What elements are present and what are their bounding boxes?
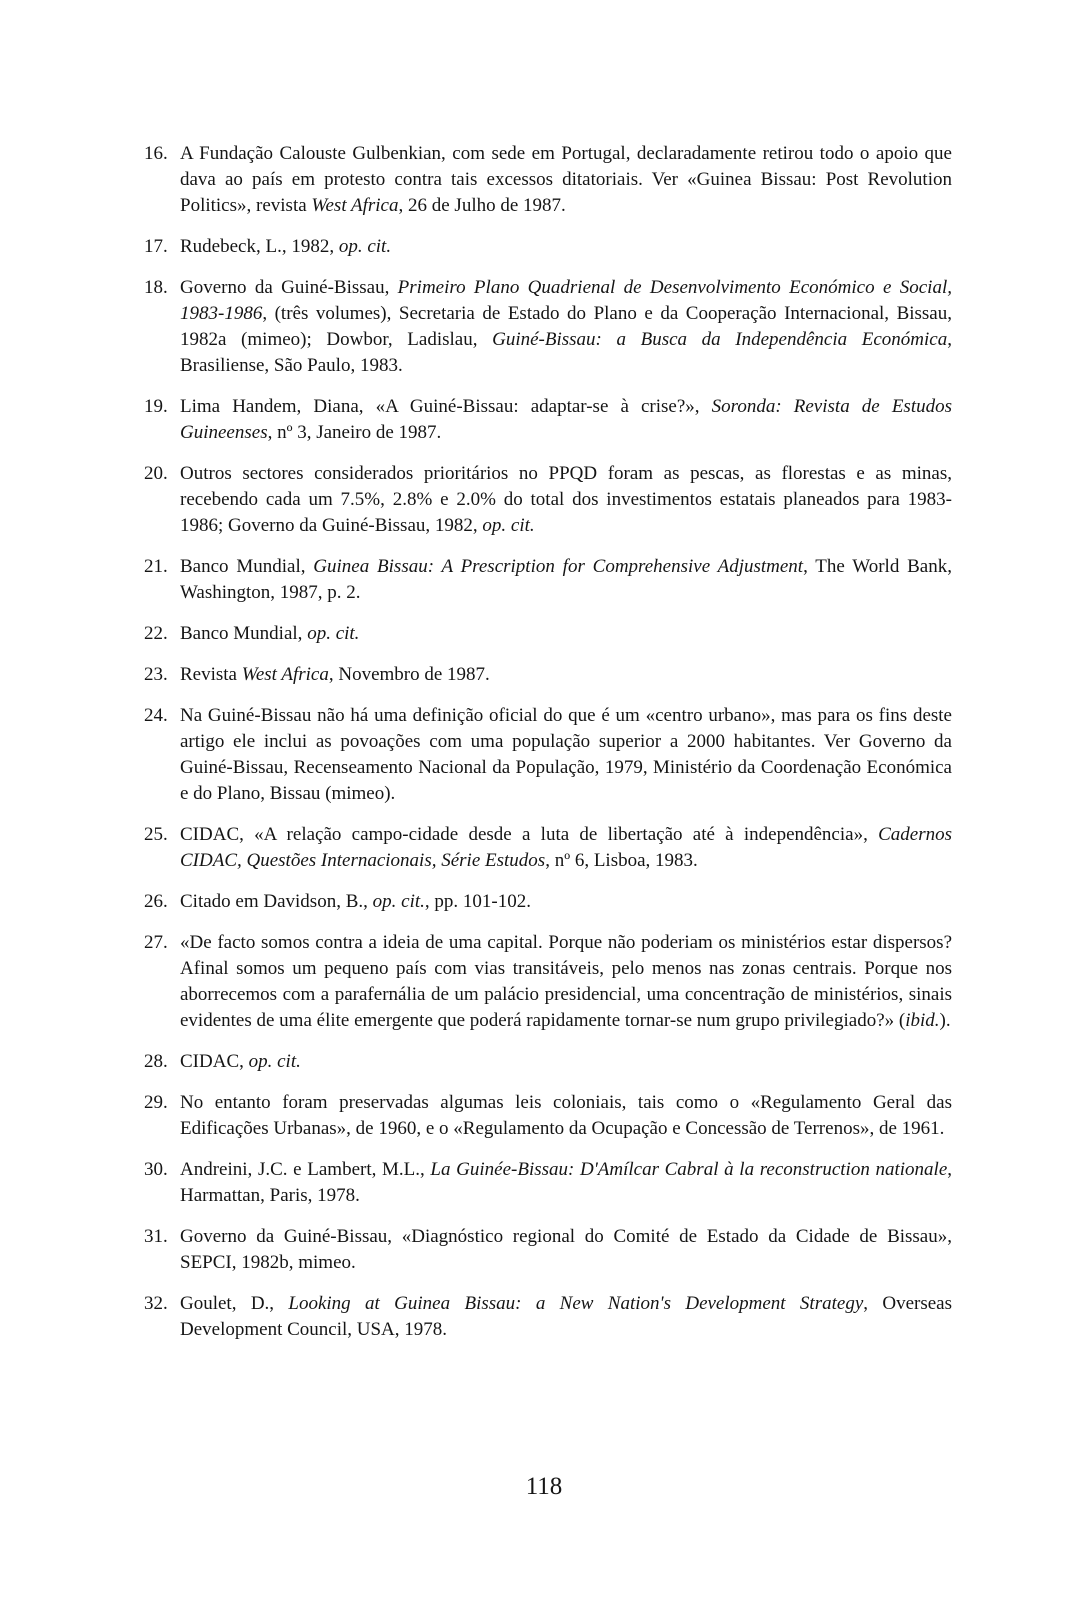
- italic-title: Soronda: Revista de Estudos Guineenses: [180, 396, 952, 443]
- endnote: [144, 703, 952, 807]
- text-run: Revista: [180, 664, 242, 685]
- text-run: No entanto foram preservadas algumas leis coloniais, tais como o «Regulamento Geral das Edificações Urbanas», de 1960, e o «Regulamento da Ocupação e Concessão de Terrenos», de 1961.: [180, 1092, 952, 1139]
- endnote-text: [180, 705, 952, 804]
- page-number: 118: [525, 1473, 563, 1500]
- endnote-number: 26.: [144, 891, 168, 912]
- italic-title: Looking at Guinea Bissau: a New Nation's Development Strategy: [288, 1293, 864, 1314]
- endnote: [144, 621, 952, 647]
- italic-title: op. cit.: [482, 515, 535, 536]
- text-run: Banco Mundial,: [180, 623, 308, 644]
- text-run: Governo da Guiné-Bissau,: [180, 277, 398, 298]
- endnote-number: 29.: [144, 1092, 168, 1113]
- endnote-number: 16.: [144, 143, 168, 164]
- text-run: , 26 de Julho de 1987.: [398, 195, 566, 216]
- text-run: , (três volumes), Secretaria de Estado do Plano e da Cooperação Internacional, Bissau, 1982a (mimeo); Dowbor, Ladislau,: [180, 303, 952, 350]
- text-run: Na Guiné-Bissau não há uma definição oficial do que é um «centro urbano», mas para os fins deste artigo ele inclui as povoações com uma população superior a 2000 habitantes. Ver Governo da Guiné-Bissau, Recenseamento Nacional da População, 1979, Ministério da Coordenação Económica e do Plano, Bissau (mimeo).: [180, 705, 952, 804]
- endnote-number: 23.: [144, 664, 168, 685]
- endnote: [144, 275, 952, 379]
- endnote: [144, 394, 952, 446]
- text-run: , Harmattan, Paris, 1978.: [180, 1159, 953, 1206]
- endnote: [144, 662, 952, 688]
- text-run: Banco Mundial,: [180, 556, 314, 577]
- endnote-number: 17.: [144, 236, 168, 257]
- italic-title: Cadernos CIDAC, Questões Internacionais, Série Estudos: [180, 824, 952, 871]
- endnote: [144, 141, 952, 219]
- endnote-text: [180, 932, 952, 1031]
- italic-title: La Guinée-Bissau: D'Amílcar Cabral à la reconstruction nationale: [430, 1159, 948, 1180]
- endnote-number: 32.: [144, 1293, 168, 1314]
- italic-title: op. cit.: [372, 891, 425, 912]
- endnote-text: [180, 463, 952, 536]
- text-run: «De facto somos contra a ideia de uma capital. Porque não poderiam os ministérios estar dispersos? Afinal somos um pequeno país com vias transitáveis, pelo menos nas zonas centrais. Porque nos aborrecemos com a parafernália de um palácio presidencial, uma concentração de ministérios, sinais evidentes de uma élite emergente que poderá rapidamente tornar-se num grupo privilegiado?» (: [180, 932, 952, 1031]
- italic-title: op. cit.: [307, 623, 360, 644]
- italic-title: op. cit.: [248, 1051, 301, 1072]
- italic-title: Guiné-Bissau: a Busca da Independência Económica: [492, 329, 948, 350]
- endnote-text: [180, 891, 531, 912]
- endnote-text: [180, 824, 952, 871]
- text-run: , Novembro de 1987.: [328, 664, 490, 685]
- italic-title: Primeiro Plano Quadrienal de Desenvolvimento Económico e Social, 1983-1986: [180, 277, 952, 324]
- text-run: ).: [939, 1010, 951, 1031]
- endnote-text: [180, 623, 359, 644]
- text-run: , Brasiliense, São Paulo, 1983.: [180, 329, 952, 376]
- endnote-number: 28.: [144, 1051, 168, 1072]
- endnote-text: [180, 664, 490, 685]
- text-run: A Fundação Calouste Gulbenkian, com sede em Portugal, declaradamente retirou todo o apoio que dava ao país em protesto contra tais excessos ditatoriais. Ver «Guinea Bissau: Post Revolution Politics», revista: [180, 143, 952, 216]
- endnote-text: [180, 1293, 952, 1340]
- endnote: [144, 822, 952, 874]
- endnote-text: [180, 143, 952, 216]
- text-run: Citado em Davidson, B.,: [180, 891, 373, 912]
- endnote: [144, 1049, 952, 1075]
- endnote-text: [180, 1159, 952, 1206]
- text-run: , pp. 101-102.: [424, 891, 531, 912]
- endnote-number: 18.: [144, 277, 168, 298]
- text-run: , The World Bank, Washington, 1987, p. 2.: [180, 556, 952, 603]
- endnote-text: [180, 396, 952, 443]
- endnote: [144, 1090, 952, 1142]
- endnote: [144, 1224, 952, 1276]
- endnote-text: [180, 277, 952, 376]
- text-run: Lima Handem, Diana, «A Guiné-Bissau: adaptar-se à crise?»,: [180, 396, 712, 417]
- endnote: [144, 554, 952, 606]
- endnote-number: 30.: [144, 1159, 168, 1180]
- endnote-number: 19.: [144, 396, 168, 417]
- text-run: CIDAC, «A relação campo-cidade desde a luta de libertação até à independência»,: [180, 824, 879, 845]
- endnote: [144, 461, 952, 539]
- italic-title: Guinea Bissau: A Prescription for Comprehensive Adjustment: [313, 556, 804, 577]
- endnote-text: [180, 556, 952, 603]
- italic-title: ibid.: [905, 1010, 940, 1031]
- endnote-number: 25.: [144, 824, 168, 845]
- text-run: Outros sectores considerados prioritários no PPQD foram as pescas, as florestas e as minas, recebendo cada um 7.5%, 2.8% e 2.0% do total dos investimentos estatais planeados para 1983-1986; Governo da Guiné-Bissau, 1982,: [180, 463, 952, 536]
- endnote-text: [180, 1051, 301, 1072]
- endnote-text: [180, 236, 391, 257]
- endnote: [144, 889, 952, 915]
- text-run: CIDAC,: [180, 1051, 249, 1072]
- endnote: [144, 234, 952, 260]
- endnote-number: 27.: [144, 932, 168, 953]
- endnote-text: [180, 1226, 952, 1273]
- text-run: Governo da Guiné-Bissau, «Diagnóstico regional do Comité de Estado da Cidade de Bissau», SEPCI, 1982b, mimeo.: [180, 1226, 952, 1273]
- text-run: Andreini, J.C. e Lambert, M.L.,: [180, 1159, 431, 1180]
- endnote-number: 22.: [144, 623, 168, 644]
- endnotes-list: [144, 141, 952, 1358]
- endnote-number: 24.: [144, 705, 168, 726]
- endnote-number: 20.: [144, 463, 168, 484]
- text-run: , Overseas Development Council, USA, 1978.: [180, 1293, 953, 1340]
- endnote-number: 21.: [144, 556, 168, 577]
- endnote-text: [180, 1092, 952, 1139]
- text-run: Goulet, D.,: [180, 1293, 289, 1314]
- italic-title: op. cit.: [338, 236, 392, 257]
- endnote: [144, 1157, 952, 1209]
- text-run: Rudebeck, L., 1982,: [180, 236, 339, 257]
- endnote-number: 31.: [144, 1226, 168, 1247]
- text-run: , nº 6, Lisboa, 1983.: [545, 850, 698, 871]
- text-run: , nº 3, Janeiro de 1987.: [267, 422, 442, 443]
- endnote: [144, 1291, 952, 1343]
- italic-title: West Africa: [311, 195, 399, 216]
- endnote: [144, 930, 952, 1034]
- italic-title: West Africa: [241, 664, 329, 685]
